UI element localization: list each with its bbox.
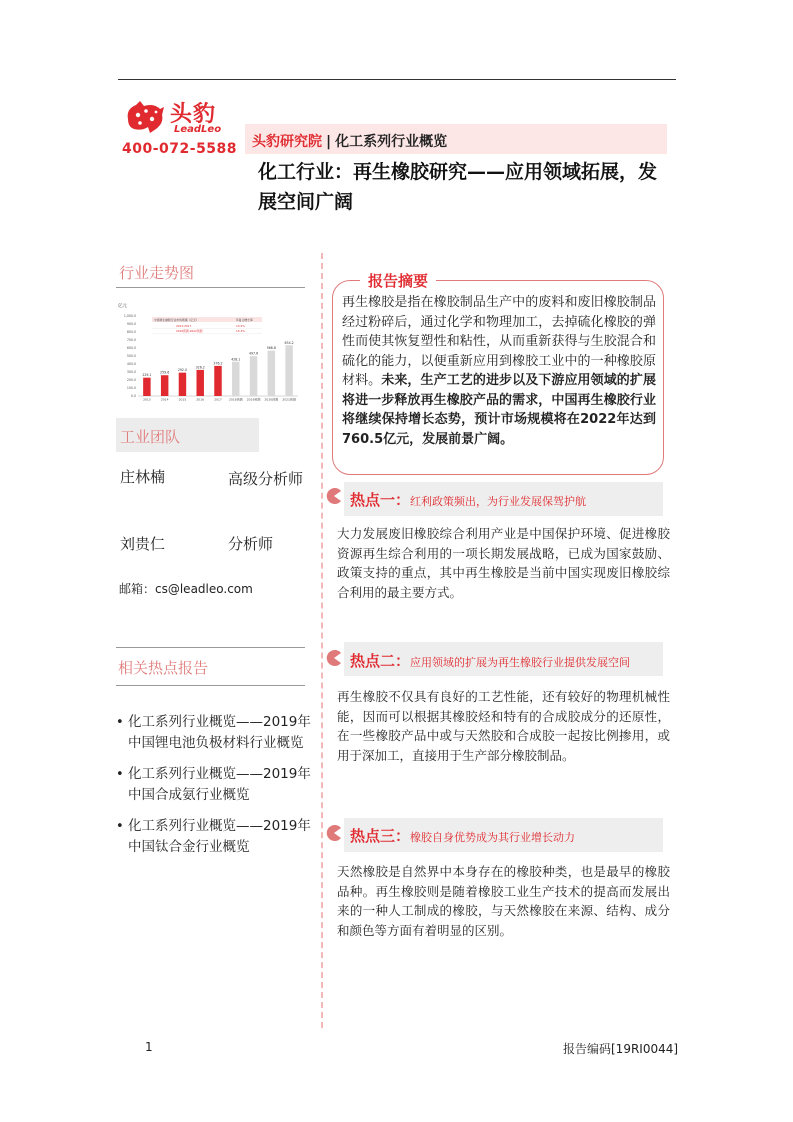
bar-value-label: 376.2 — [213, 361, 223, 366]
y-tick-label: 400.0 — [126, 362, 136, 367]
column-divider — [321, 253, 323, 1028]
trend-chart — [116, 300, 301, 410]
related-report-link[interactable]: • 化工系列行业概览——2019年中国合成氨行业概览 — [116, 766, 311, 803]
hotpoint-title: 热点三：橡胶自身优势成为其行业增长动力 — [350, 827, 576, 845]
x-tick-label: 2017 — [214, 397, 222, 402]
related-top-rule — [116, 647, 305, 648]
summary-text-bold: 未来，生产工艺的进步以及下游应用领域的扩展将进一步释放再生橡胶产品的需求，中国再生橡胶行业将继续保持增长态势，预计市场规模将在2022年达到760.5亿元，发展前景广阔。 — [342, 373, 656, 447]
team-member-name: 庄林楠 — [120, 468, 166, 486]
leopard-logo-icon — [124, 99, 166, 135]
legend-period: 2013-2017 — [176, 324, 192, 328]
bar-value-label: 292.0 — [177, 368, 188, 373]
team-member-name: 刘贵仁 — [120, 535, 166, 553]
bar — [161, 375, 168, 396]
bar — [214, 366, 221, 396]
trend-rule — [116, 287, 305, 288]
legend-cagr: 15.3% — [236, 329, 245, 333]
header-org: 头豹研究院 — [252, 134, 322, 150]
bar-value-label: 566.8 — [266, 346, 276, 351]
summary-text — [342, 293, 656, 449]
y-tick-label: 500.0 — [126, 354, 136, 359]
related-heading: 相关热点报告 — [118, 659, 209, 677]
legend-cagr: 13.2% — [236, 324, 245, 328]
bar-value-label: 497.6 — [248, 351, 259, 356]
y-tick-label: 0.0 — [130, 394, 136, 399]
logo-name-en: LeadLeo — [174, 124, 222, 135]
x-tick-label: 2019预测 — [246, 397, 261, 402]
phone-number: 400-072-5588 — [122, 141, 238, 157]
team-member-role: 分析师 — [228, 535, 274, 553]
hotpoint-title: 热点二：应用领域的扩展为再生橡胶行业提供发展空间 — [350, 652, 631, 670]
report-code: 报告编码[19RI0044] — [563, 1042, 679, 1056]
top-rule — [118, 79, 676, 80]
bar-value-label: 326.2 — [195, 365, 205, 370]
legend-period: 2018预测-2022预测 — [176, 329, 203, 333]
x-tick-label: 2016 — [196, 397, 205, 402]
related-report-link[interactable]: • 化工系列行业概览——2019年中国锂电池负极材料行业概览 — [116, 714, 311, 751]
team-member-role: 高级分析师 — [228, 470, 304, 488]
x-tick-label: 2020预测 — [264, 397, 279, 402]
header-breadcrumb — [252, 131, 447, 151]
bar-value-label: 229.1 — [142, 373, 152, 378]
related-rule — [116, 685, 305, 686]
hotpoint-title: 热点一：红利政策频出，为行业发展保驾护航 — [350, 491, 587, 509]
bar — [196, 370, 203, 396]
page-number: 1 — [145, 1040, 153, 1054]
hotpoint-body: 天然橡胶是自然界中本身存在的橡胶种类，也是最早的橡胶品种。再生橡胶则是随着橡胶工业生产技术的提高而发展出来的一种人工制成的橡胶，与天然橡胶在来源、结构、成分和颜色等方面有着明显的区别。 — [337, 864, 670, 938]
bar-value-label: 428.1 — [231, 357, 241, 362]
x-tick-label: 2013 — [143, 397, 151, 402]
pacman-icon — [326, 488, 342, 504]
bar-value-label: 259.6 — [160, 370, 170, 375]
y-tick-label: 700.0 — [126, 338, 136, 343]
y-tick-label: 300.0 — [126, 370, 136, 375]
bar — [179, 373, 186, 396]
y-tick-label: 900.0 — [126, 322, 136, 327]
hotpoint-body: 再生橡胶不仅具有良好的工艺性能，还有较好的物理机械性能，因而可以根据其橡胶烃和特有的合成胶成分的还原性，在一些橡胶产品中或与天然胶和合成胶一起按比例掺用，或用于深加工，直接用于生产部分橡胶制品。 — [337, 689, 670, 763]
trend-heading: 行业走势图 — [119, 264, 195, 282]
chart-ylabel: 亿元 — [118, 304, 127, 309]
pacman-icon — [326, 825, 342, 841]
y-tick-label: 200.0 — [126, 378, 136, 383]
header-series: 化工系列行业概览 — [335, 134, 448, 150]
x-tick-label: 2015 — [178, 397, 187, 402]
contact-email[interactable]: 邮箱：cs@leadleo.com — [119, 582, 253, 596]
x-tick-label: 2018预测 — [228, 397, 243, 402]
related-list — [116, 712, 312, 868]
legend-title: 中国再生橡胶行业市场规模（亿元） — [154, 317, 199, 322]
team-heading: 工业团队 — [120, 428, 181, 446]
bullet-icon: • — [116, 715, 124, 730]
bar-forecast — [285, 345, 292, 396]
legend-col-header: 年复合增长率 — [236, 317, 253, 322]
y-tick-label: 600.0 — [126, 346, 136, 351]
bar — [143, 378, 150, 396]
y-tick-label: 100.0 — [126, 386, 136, 391]
y-tick-label: 1,000.0 — [123, 314, 136, 319]
logo-name-cn: 头豹 — [170, 102, 217, 127]
x-tick-label: 2021预测 — [282, 397, 296, 402]
summary-label: 报告摘要 — [360, 270, 436, 291]
bullet-icon: • — [116, 819, 124, 834]
hotpoint-body: 大力发展废旧橡胶综合利用产业是中国保护环境、促进橡胶资源再生综合利用的一项长期发展战略，已成为国家鼓励、政策支持的重点，其中再生橡胶是当前中国实现废旧橡胶综合利用的最主要方式。 — [337, 526, 670, 600]
y-tick-label: 800.0 — [126, 330, 136, 335]
bullet-icon: • — [116, 767, 124, 782]
bar-value-label: 634.2 — [284, 340, 294, 345]
page-title: 化工行业：再生橡胶研究——应用领域拓展，发展空间广阔 — [258, 161, 658, 213]
related-report-link[interactable]: • 化工系列行业概览——2019年中国钛合金行业概览 — [116, 818, 311, 855]
pacman-icon — [326, 650, 342, 666]
x-tick-label: 2014 — [160, 397, 169, 402]
bar-forecast — [250, 356, 257, 396]
header-separator: | — [326, 134, 332, 150]
bar-forecast — [268, 351, 275, 396]
bar-forecast — [232, 362, 239, 396]
summary-text-plain: 再生橡胶是指在橡胶制品生产中的废料和废旧橡胶制品经过粉碎后，通过化学和物理加工，去掉硫化橡胶的弹性而使其恢复塑性和粘性，从而重新获得与生胶混合和硫化的能力，以便重新应用到橡胶工业中的一种橡胶原材料。 — [342, 295, 656, 388]
